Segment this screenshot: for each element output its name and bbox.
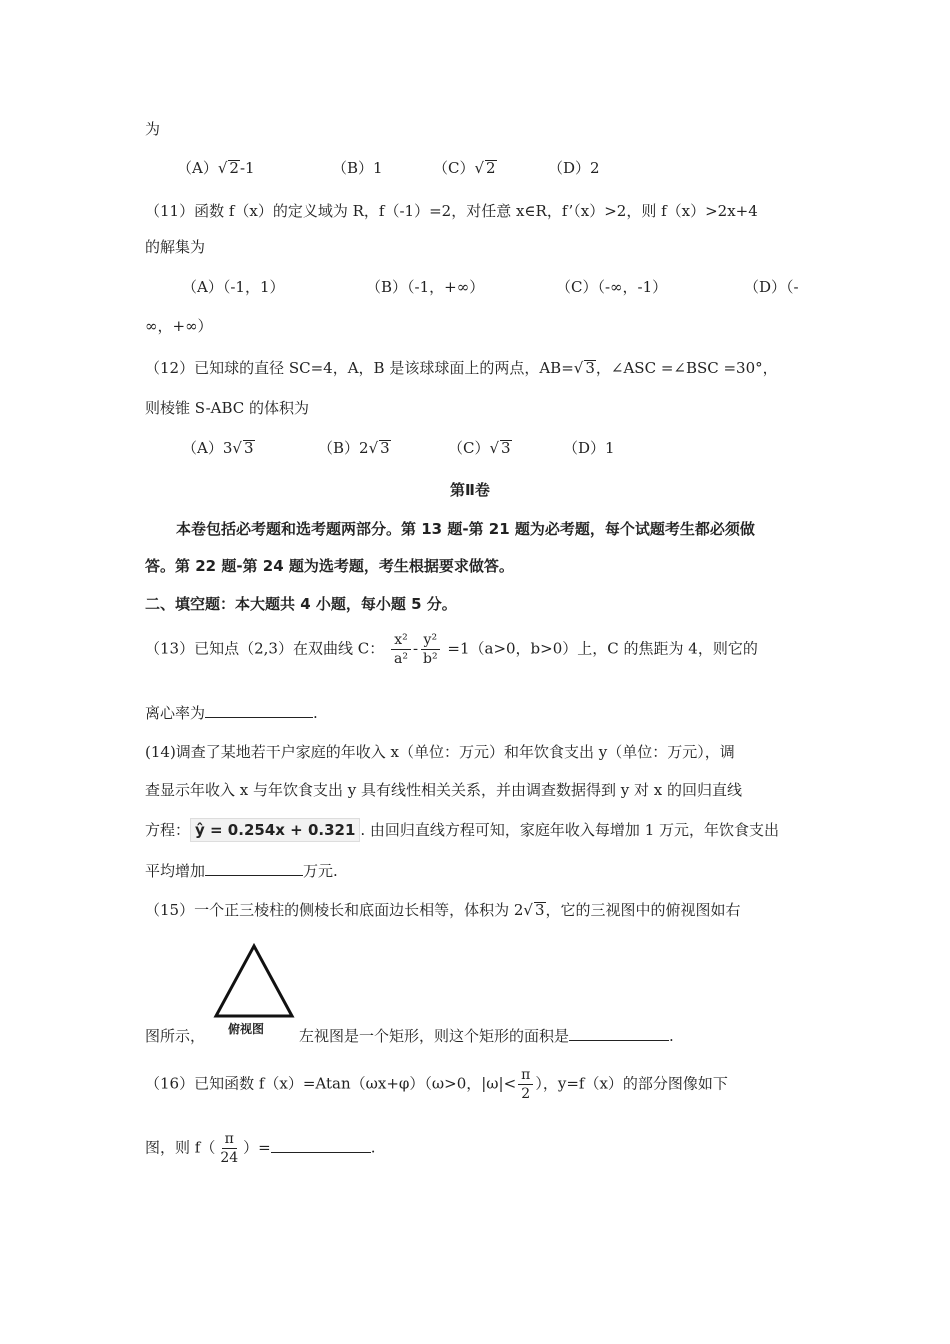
q10-opt-a-tail: -1 (239, 159, 255, 177)
sqrt-symbol: √ (217, 159, 228, 177)
q13-line1 (145, 631, 758, 668)
q14-line2: 查显示年收入 x 与年饮食支出 y 具有线性相关关系，并由调查数据得到 y 对 x 的回归直线 (145, 781, 743, 799)
q13-start: （13）已知点（2,3）在双曲线 C： (145, 639, 385, 658)
sqrt-symbol: √ (523, 901, 533, 919)
q12-ab-radicand: 3 (585, 359, 595, 377)
frac-denominator: 2 (521, 1086, 531, 1102)
q11-line1: （11）函数 f（x）的定义域为 R，f（-1）=2，对任意 x∈R，f’（x）>2，则 f（x）>2x+4 (145, 202, 758, 220)
q12-line1-start: （12）已知球的直径 SC=4，A，B 是该球球面上的两点，AB= (145, 359, 574, 377)
q15-line1 (145, 899, 741, 920)
q16-fraction-pi-24 (217, 1130, 241, 1167)
regression-formula-image: ŷ = 0.254x + 0.321 (190, 818, 360, 842)
q13-minus: - (412, 639, 419, 658)
q11-option-a: （A）（-1，1） (182, 278, 285, 296)
q10-option-a (177, 157, 255, 178)
q12-option-a (182, 437, 255, 458)
q16-line2 (145, 1130, 376, 1167)
frac-numerator: π (518, 1066, 533, 1085)
frac-denominator: a² (393, 651, 408, 667)
answer-blank (205, 863, 303, 876)
q16-line2-end: ）= (243, 1138, 271, 1157)
q10-opt-a-radicand: 2 (229, 159, 239, 177)
q14-line3 (145, 818, 779, 842)
q10-option-b: （B）1 (332, 159, 383, 177)
sqrt-symbol: √ (232, 439, 242, 457)
q10-tail-text: 为 (145, 120, 161, 138)
section-intro-line1: 本卷包括必考题和选考题两部分。第 13 题-第 21 题为必考题，每个试题考生都必须做 (176, 520, 755, 538)
q12-opt-c-label: （C） (448, 439, 490, 457)
q11-line2: 的解集为 (145, 238, 206, 256)
section-title: 第Ⅱ卷 (450, 481, 490, 499)
q12-opt-b-radicand: 3 (380, 439, 390, 457)
q12-opt-a-radicand: 3 (243, 439, 254, 457)
q13-fraction-x (391, 631, 411, 668)
frac-numerator: π (222, 1130, 237, 1149)
q12-option-d: （D）1 (563, 439, 615, 457)
q14-line4-end: 万元. (303, 862, 338, 880)
q12-opt-a-label: （A）3 (182, 439, 233, 457)
frac-denominator: b² (423, 651, 438, 667)
sqrt-symbol: √ (573, 359, 584, 377)
q10-opt-a-label: （A） (177, 159, 218, 177)
q13-fraction-y (420, 631, 441, 668)
q14-line4 (145, 860, 338, 881)
q15-line2-start: 图所示， (145, 1027, 206, 1045)
q11-option-d: （D）（- (744, 278, 799, 296)
q14-line3-end: . 由回归直线方程可知，家庭年收入每增加 1 万元，年饮食支出 (360, 821, 780, 839)
q14-line1: (14)调查了某地若干户家庭的年收入 x（单位：万元）和年饮食支出 y（单位：万元），调 (145, 743, 735, 761)
q14-line3-start: 方程： (145, 821, 191, 839)
q16-line2-start: 图，则 f（ (145, 1138, 216, 1157)
section-intro-line2: 答。第 22 题-第 24 题为选考题，考生根据要求做答。 (145, 557, 514, 575)
q15-line1-start: （15）一个正三棱柱的侧棱长和底面边长相等，体积为 2 (145, 901, 524, 919)
q10-opt-c-radicand: 2 (486, 159, 496, 177)
q15-line2-tail: . (669, 1027, 674, 1045)
frac-numerator: x² (391, 631, 411, 650)
sqrt-symbol: √ (474, 159, 485, 177)
sqrt-symbol: √ (368, 439, 379, 457)
q10-option-d: （D）2 (548, 159, 600, 177)
q15-line1-end: ，它的三视图中的俯视图如右 (545, 901, 741, 919)
q12-option-b (318, 437, 391, 458)
answer-blank (569, 1028, 669, 1041)
q12-opt-c-radicand: 3 (501, 439, 511, 457)
q16-line1-end: ），y=f（x）的部分图像如下 (535, 1074, 728, 1093)
q16-line1-start: （16）已知函数 f（x）=Atan（ωx+φ）（ω>0，|ω|< (145, 1074, 517, 1093)
top-view-figure (212, 942, 296, 1036)
q12-line2: 则棱锥 S-ABC 的体积为 (145, 399, 310, 417)
q12-opt-b-label: （B）2 (318, 439, 369, 457)
q16-line2-tail: . (370, 1138, 376, 1157)
q11-option-b: （B）（-1，+∞） (366, 278, 485, 296)
q12-option-c (448, 437, 512, 458)
fill-in-heading: 二、填空题：本大题共 4 小题，每小题 5 分。 (145, 595, 457, 613)
q11-option-d-cont: ∞，+∞） (145, 317, 213, 335)
q13-line2 (145, 702, 318, 723)
q12-line1 (145, 357, 778, 378)
answer-blank (271, 1140, 371, 1153)
q13-end: =1（a>0，b>0）上，C 的焦距为 4，则它的 (447, 639, 758, 658)
frac-numerator: y² (421, 631, 441, 650)
q13-line2-end: . (313, 704, 318, 722)
q15-line2 (299, 1025, 674, 1046)
q16-fraction-pi-2 (518, 1066, 533, 1103)
answer-blank (205, 705, 313, 718)
q14-line4-text: 平均增加 (145, 862, 206, 880)
q12-line1-end: ，∠ASC =∠BSC =30°， (595, 359, 778, 377)
q10-option-c (433, 157, 497, 178)
sqrt-symbol: √ (489, 439, 500, 457)
q11-option-c: （C）（-∞，-1） (556, 278, 668, 296)
frac-denominator: 24 (220, 1150, 239, 1166)
q10-opt-c-label: （C） (433, 159, 475, 177)
q16-line1 (145, 1066, 728, 1103)
top-view-label: 俯视图 (228, 1022, 265, 1036)
q15-volume-radicand: 3 (534, 901, 545, 919)
q13-line2-text: 离心率为 (145, 704, 206, 722)
q15-line2-text: 左视图是一个矩形，则这个矩形的面积是 (299, 1027, 570, 1045)
